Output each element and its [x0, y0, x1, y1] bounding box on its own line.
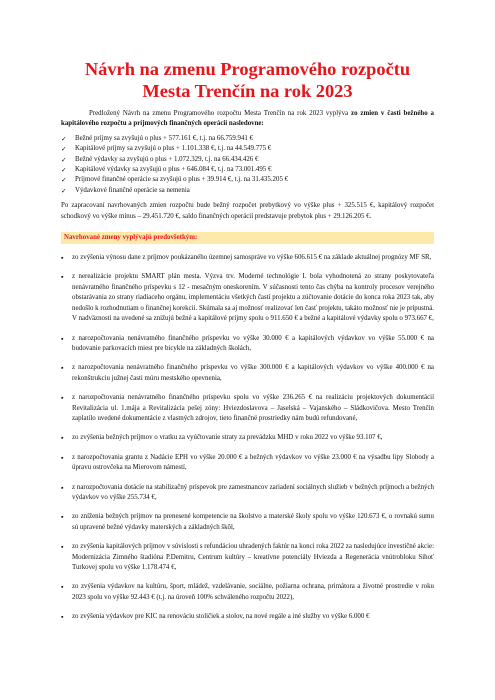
list-item: [61, 363, 434, 384]
list-item-text: zo zvýšenia kapitálových príjmov v súvislosti s refundáciou uhradených faktúr na konci roka 2022 za nasledujúce investičné akcie: Modernizácia Zimného štadióna P.Demitru, Centrum kultúry – kreatívne potenciály Hviezda a Regenerácia vnútrobloku Sihoť Turkovej spolu vo výške 1.178.474 €,: [72, 543, 434, 571]
page-title: Návrh na zmenu Programového rozpočtu: [84, 59, 411, 79]
summary-item: [61, 155, 434, 165]
list-item-text: z nerealizácie projektu SMART plán mesta. Výzva trv. Moderné technológie I. bola vyhodnotená zo strany poskytovateľa nenávratného finančného príspevku s 12 - mesačným oneskorením. V súčasnosti tento čas chýba na kontroly procesov verejného obstarávania zo strany riadiaceho orgánu, implementáciu všetkých častí projektu a zúčtovanie dotácie do konca roka 2023 tak, aby nedošlo k rozhodnutiam o finančnej korekcii. Skúmala sa aj možnosť realizovať len časť projektu, takáto možnosť nie je prípustná. V nadväznosti na uvedené sa znižujú bežné a kapitálové príjmy spolu o 911.650 € a bežné a kapitálové výdavky spolu o 973.667 €,: [72, 273, 434, 323]
page-title-line2: Mesta Trenčín na rok 2023: [142, 81, 353, 101]
intro-text: Predložený Návrh na zmenu Programového rozpočtu Mesta Trenčín na rok 2023 vyplýva: [89, 110, 352, 117]
summary-item: [61, 144, 434, 154]
list-item-text: zo zvýšenia výnosu dane z príjmov poukázaného územnej samospráve vo výške 606.615 € na základe aktuálnej prognózy MF SR,: [72, 254, 432, 262]
list-item-text: z narozpočtovania dotácie na stabilizačný príspevok pre zamestnancov zariadení sociálnych služieb v bežných príjmoch a bežných výdavkov vo výške 255.734 €,: [72, 483, 434, 501]
title-block: [61, 58, 434, 102]
check-icon: ✓: [61, 145, 67, 154]
list-item: [61, 512, 434, 533]
bullet-icon: ▪: [61, 334, 64, 343]
list-item-text: z narozpočtovania nenávratného finančného príspevku spolu vo výške 236.265 € na realizáciu projektových dokumentácií Revitalizácia ul. 1.mája a Revitalizácia pešej zóny: Hviezdoslavova – Jaselská – Vajanského – Sládkovičova. Mesto Trenčín zaplatilo uvedené dokumentácie z vlastných zdrojov, tieto finančné prostriedky nám budú refundované,: [72, 394, 434, 422]
list-item: [61, 433, 434, 443]
bullet-icon: ▪: [61, 434, 64, 443]
section-heading: Navrhované zmeny vyplývajú predovšetkým:: [61, 232, 434, 244]
list-item-text: z narozpočtovania grantu z Nadácie EPH vo výške 20.000 € a bežných výdavkov vo výške 23.000 € na výsadbu lipy Slobody a úpravu ostrovčeka na Mierovom námestí,: [72, 453, 434, 472]
summary-item: [61, 175, 434, 185]
bullet-icon: ▪: [61, 254, 64, 263]
summary-item: [61, 165, 434, 175]
changes-list: [61, 253, 434, 623]
list-item-text: zo zvýšenia výdavkov pre KIC na renováciu stoličiek a stolov, na nové regále a iné služby vo výške 6.000 €: [72, 613, 370, 621]
bullet-icon: ▪: [61, 513, 64, 522]
list-item-text: z narozpočtovania nenávratného finančného príspevku vo výške 300.000 € a kapitálových výdavkov vo výške 400.000 € na rekonštrukciu južnej časti múru mestského opevnenia,: [72, 364, 434, 382]
check-icon: ✓: [61, 166, 67, 175]
list-item: [61, 483, 434, 504]
summary-item-text: Kapitálové výdavky sa zvyšujú o plus + 646.084 €, t.j. na 73.001.495 €: [75, 166, 272, 174]
summary-item-text: Príjmové finančné operácie sa zvyšujú o plus + 39.914 €, t.j. na 31.435.205 €: [75, 176, 289, 184]
summary-item: [61, 186, 434, 196]
check-icon: ✓: [61, 134, 67, 143]
list-item: [61, 393, 434, 424]
summary-item-text: Bežné príjmy sa zvyšujú o plus + 577.161 €, t.j. na 66.759.941 €: [75, 134, 254, 142]
list-item-text: zo zvýšenia výdavkov na kultúru, šport, mládež, vzdelávanie, sociálne, požiarna ochrana, primátora a životné prostredie v roku 2023 spolu vo výške 92.443 € (t.j. na úroveň 100% schváleného rozpočtu 2022),: [72, 583, 434, 601]
bullet-icon: ▪: [61, 613, 64, 622]
summary-item-text: Kapitálové príjmy sa zvyšujú o plus + 1.101.338 €, t.j. na 44.549.775 €: [75, 145, 272, 153]
list-item: [61, 453, 434, 474]
list-item: [61, 253, 434, 263]
bullet-icon: ▪: [61, 543, 64, 552]
bullet-icon: ▪: [61, 583, 64, 592]
list-item-text: z narozpočtovania nenávratného finančného príspevku vo výške 30.000 € a kapitálových výdavkov vo výške 55.000 € na budovanie parkovacích miest pre bicykle na základných školách,: [72, 334, 434, 352]
summary-paragraph: Po zapracovaní navrhovaných zmien rozpočtu bude bežný rozpočet prebytkový vo výške plus + 325.515 €, kapitálový rozpočet schodkový vo výške mínus – 29.451.720 €, saldo finančných operácií predstavuje prebytok plus + 29.126.205 €.: [61, 202, 434, 220]
bullet-icon: ▪: [61, 273, 64, 282]
bullet-icon: ▪: [61, 483, 64, 492]
list-item: [61, 334, 434, 355]
check-icon: ✓: [61, 176, 67, 185]
list-item-text: zo zvýšenia bežných príjmov o vratku za vyúčtovanie straty za prevádzku MHD v roku 2022 vo výške 93.107 €,: [72, 434, 383, 442]
list-item-text: zo zníženia bežných príjmov na prenesené kompetencie na školstvo a materské školy spolu vo výške 120.673 €, o rovnakú sumu sú upravené bežné výdavky materských a základných škôl,: [72, 513, 434, 531]
bullet-icon: ▪: [61, 453, 64, 462]
list-item: [61, 542, 434, 573]
intro-bold-text: zo zmien v časti bežného a kapitálového rozpočtu a príjmových finančných operácií nasledovne:: [61, 110, 434, 128]
bullet-icon: ▪: [61, 394, 64, 403]
summary-list: [61, 134, 434, 196]
summary-item: [61, 134, 434, 144]
list-item: [61, 612, 434, 622]
intro-paragraph: [61, 109, 434, 130]
summary-item-text: Bežné výdavky sa zvyšujú o plus + 1.072.329, t.j. na 66.434.426 €: [75, 155, 259, 163]
list-item: [61, 272, 434, 324]
list-item: [61, 582, 434, 603]
check-icon: ✓: [61, 155, 67, 164]
bullet-icon: ▪: [61, 364, 64, 373]
check-icon: ✓: [61, 186, 67, 195]
summary-item-text: Výdavkové finančné operácie sa nemenia: [75, 186, 190, 194]
